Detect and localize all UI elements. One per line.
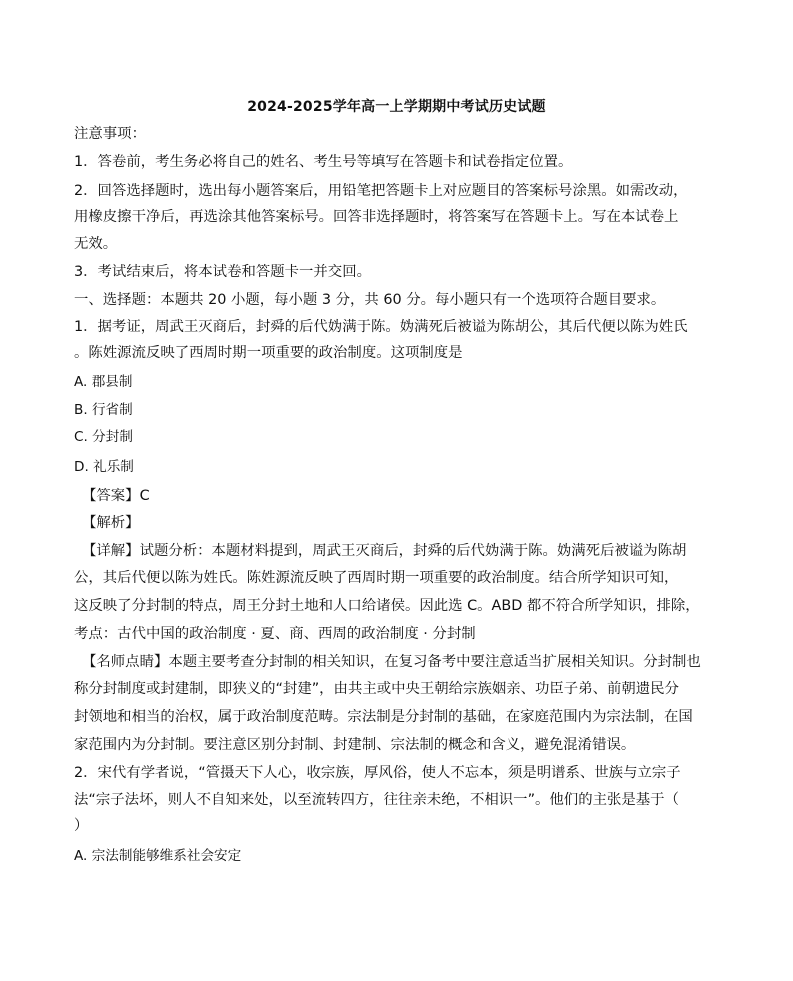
question-2-stem: 法“宗子法坏，则人不自知来处，以至流转四方，往往亲未绝，不相识一”。他们的主张是基于（ — [74, 792, 679, 808]
analysis-label: 【解析】 — [82, 515, 140, 531]
question-2-stem: ） — [74, 818, 89, 834]
tips-line: 【名师点睛】本题主要考查分封制的相关知识，在复习备考中要注意适当扩展相关知识。分封制也 — [82, 654, 701, 670]
tips-line: 封领地和相当的治权，属于政治制度范畴。宗法制是分封制的基础，在家庭范围内为宗法制，在国 — [74, 709, 693, 725]
question-2-option-a: A. 宗法制能够维系社会安定 — [74, 848, 242, 864]
detail-line: 这反映了分封制的特点，周王分封土地和人口给诸侯。因此选 C。ABD 都不符合所学知识，排除， — [74, 598, 700, 614]
question-1-option-d: D. 礼乐制 — [74, 459, 134, 475]
note-line: 无效。 — [74, 236, 118, 252]
tips-line: 称分封制度或封建制，即狭义的“封建”，由共主或中央王朝给宗族姻亲、功臣子弟、前朝遗民分 — [74, 681, 679, 697]
detail-line: 考点：古代中国的政治制度 · 夏、商、西周的政治制度 · 分封制 — [74, 626, 476, 642]
note-line: 用橡皮擦干净后，再选涂其他答案标号。回答非选择题时，将答案写在答题卡上。写在本试卷上 — [74, 209, 679, 225]
detail-line: 公，其后代便以陈为姓氏。陈姓源流反映了西周时期一项重要的政治制度。结合所学知识可知， — [74, 570, 679, 586]
page-title: 2024-2025学年高一上学期期中考试历史试题 — [247, 99, 546, 115]
question-1-stem: 。陈姓源流反映了西周时期一项重要的政治制度。这项制度是 — [74, 345, 463, 361]
question-1-option-a: A. 郡县制 — [74, 374, 133, 390]
question-2-stem: 2．宋代有学者说，“管摄天下人心，收宗族，厚风俗，使人不忘本，须是明谱系、世族与立宗子 — [74, 765, 681, 781]
tips-line: 家范围内为分封制。要注意区别分封制、封建制、宗法制的概念和含义，避免混淆错误。 — [74, 737, 636, 753]
question-1-option-b: B. 行省制 — [74, 402, 133, 418]
note-line: 2．回答选择题时，选出每小题答案后，用铅笔把答题卡上对应题目的答案标号涂黑。如需改动， — [74, 183, 688, 199]
question-1-option-c: C. 分封制 — [74, 429, 133, 445]
note-line: 1．答卷前，考生务必将自己的姓名、考生号等填写在答题卡和试卷指定位置。 — [74, 154, 573, 170]
question-1-stem: 1．据考证，周武王灭商后，封舜的后代妫满于陈。妫满死后被谥为陈胡公，其后代便以陈为姓氏 — [74, 319, 688, 335]
detail-line: 【详解】试题分析：本题材料提到，周武王灭商后，封舜的后代妫满于陈。妫满死后被谥为陈胡 — [82, 543, 687, 559]
notes-header: 注意事项： — [74, 126, 146, 142]
note-line: 3．考试结束后，将本试卷和答题卡一并交回。 — [74, 264, 371, 280]
section-header: 一、选择题：本题共 20 小题，每小题 3 分，共 60 分。每小题只有一个选项符合题目要求。 — [74, 292, 666, 308]
answer-label: 【答案】C — [82, 488, 150, 504]
